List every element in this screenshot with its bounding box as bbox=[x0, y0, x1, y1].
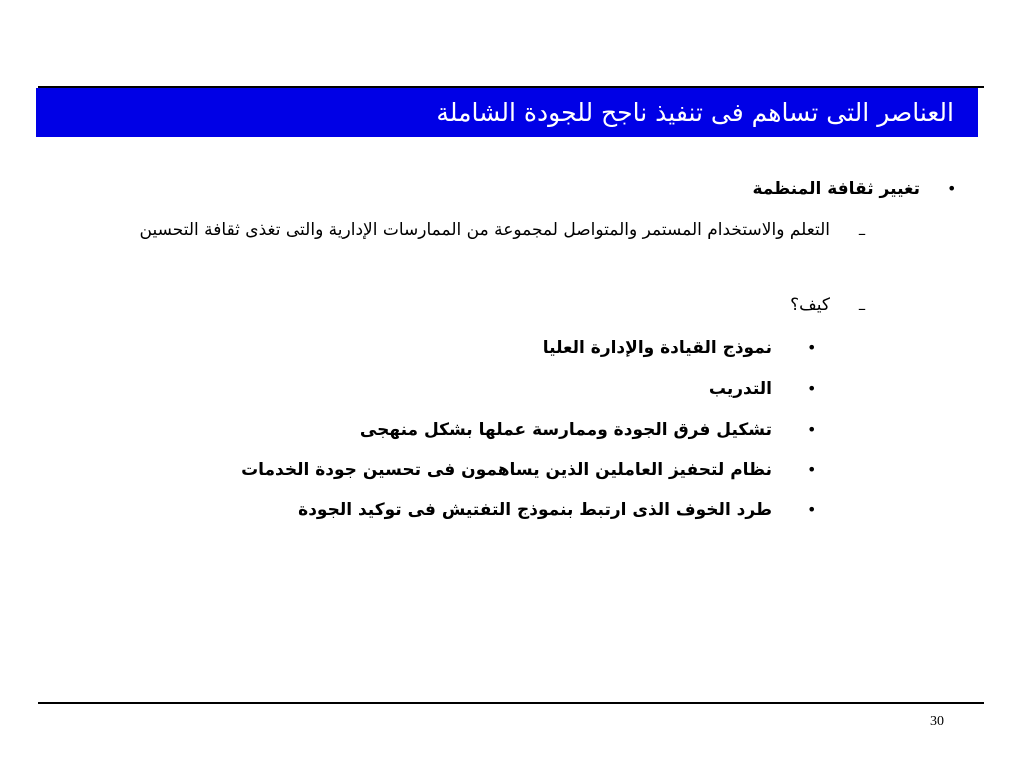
dash-icon: – bbox=[858, 299, 866, 318]
level3-item: طرد الخوف الذى ارتبط بنموذج التفتيش فى توكيد الجودة bbox=[298, 500, 772, 520]
level3-item: نظام لتحفيز العاملين الذين يساهمون فى تحسين جودة الخدمات bbox=[241, 460, 772, 480]
level3-item: تشكيل فرق الجودة وممارسة عملها بشكل منهجى bbox=[359, 420, 772, 440]
bullet-icon: • bbox=[947, 179, 957, 198]
bullet-icon: • bbox=[807, 500, 817, 519]
bullet-icon: • bbox=[807, 379, 817, 398]
level2-item: التعلم والاستخدام المستمر والمتواصل لمجموعة من الممارسات الإدارية والتى تغذى ثقافة التحسين bbox=[139, 220, 830, 240]
bullet-icon: • bbox=[807, 338, 817, 357]
slide-title: العناصر التى تساهم فى تنفيذ ناجح للجودة الشاملة bbox=[436, 98, 954, 127]
page-number: 30 bbox=[930, 714, 944, 729]
bullet-icon: • bbox=[807, 460, 817, 479]
level2-item: كيف؟ bbox=[790, 295, 830, 315]
level3-item: نموذج القيادة والإدارة العليا bbox=[542, 338, 772, 358]
dash-icon: – bbox=[858, 224, 866, 243]
bottom-divider bbox=[38, 702, 984, 704]
level1-item: تغيير ثقافة المنظمة bbox=[752, 179, 920, 199]
level3-item: التدريب bbox=[708, 379, 772, 399]
bullet-icon: • bbox=[807, 420, 817, 439]
